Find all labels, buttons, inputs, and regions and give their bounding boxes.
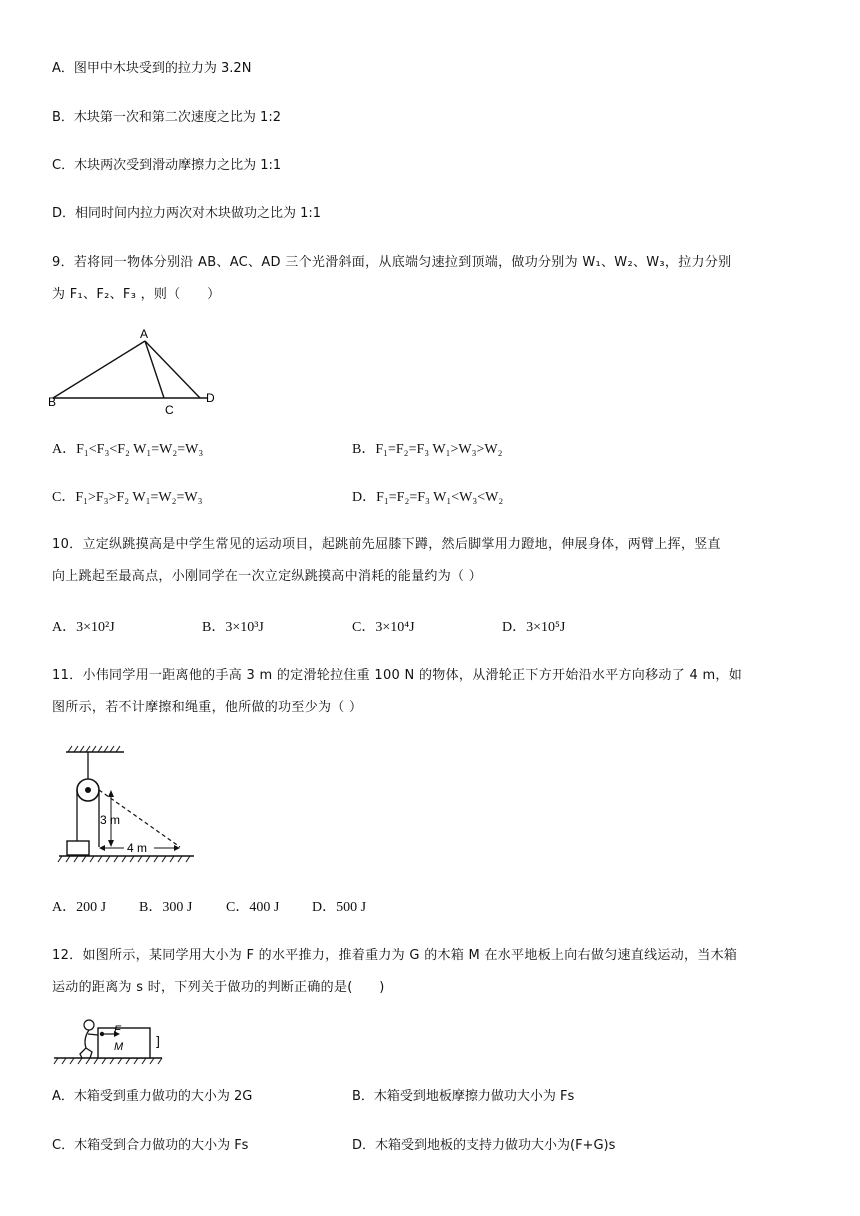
q12-label-box: M: [114, 1041, 124, 1053]
q11-stem: [52, 666, 812, 718]
q9-stem-line2: 为 F₁、F₂、F₃ ，则（ ）: [52, 287, 221, 302]
q11-pulley-figure: [54, 744, 204, 869]
q11-floor-hatch: [58, 856, 190, 862]
q9-slope-ab: [53, 341, 145, 398]
q9-label-b: B: [48, 395, 57, 409]
q11-pulley-axle: [85, 787, 91, 793]
q11-stem-line2: 图所示，若不计摩擦和绳重，他所做的功至少为（ ）: [52, 700, 363, 715]
q10-stem: [52, 535, 812, 587]
q9-option-c: C．F₁>F₃>F₂ W₁=W₂=W₃: [52, 490, 203, 505]
q10-stem-line1: 10．立定纵跳摸高是中学生常见的运动项目，起跳前先屈膝下蹲，然后脚掌用力蹬地，伸展身体，两臂上挥，竖直: [52, 537, 721, 552]
q10-option-b: B．3×10³J: [202, 620, 264, 635]
q11-height-arrow-top: [108, 790, 114, 797]
q9-label-c: C: [165, 403, 174, 417]
q11-option-b: B．300 J: [139, 900, 193, 915]
q12-label-force: F: [114, 1024, 121, 1036]
q11-weight-block: [67, 841, 89, 855]
q10-stem-line2: 向上跳起至最高点，小刚同学在一次立定纵跳摸高中消耗的能量约为（ ）: [52, 569, 483, 584]
q11-label-distance: 4 m: [127, 841, 148, 855]
q12-stem-line2: 运动的距离为 s 时，下列关于做功的判断正确的是( ): [52, 980, 385, 995]
q11-distance-arrowhead-right: [174, 845, 180, 851]
q12-person-body: [80, 1030, 98, 1058]
q10-option-a: A．3×10²J: [52, 620, 115, 635]
q12-option-d: D．木箱受到地板的支持力做功大小为(F+G)s: [352, 1138, 616, 1153]
q9-slope-ac: [145, 341, 164, 398]
q11-label-height: 3 m: [100, 813, 121, 827]
q9-incline-figure: [48, 328, 228, 418]
q12-option-b: B．木箱受到地板摩擦力做功大小为 Fs: [352, 1089, 575, 1104]
q10-option-c: C．3×10⁴J: [352, 620, 415, 635]
q8-option-d: D．相同时间内拉力两次对木块做功之比为 1:1: [52, 206, 322, 221]
q9-stem-line1: 9．若将同一物体分别沿 AB、AC、AD 三个光滑斜面，从底端匀速拉到顶端，做功分别为 W₁、W₂、W₃，拉力分别: [52, 255, 732, 270]
q12-option-c: C．木箱受到合力做功的大小为 Fs: [52, 1138, 249, 1153]
q11-option-d: D．500 J: [312, 900, 367, 915]
q10-option-d: D．3×10⁵J: [502, 620, 566, 635]
q9-label-a: A: [140, 327, 149, 341]
q12-option-a: A．木箱受到重力做功的大小为 2G: [52, 1089, 253, 1104]
q11-ceiling-hatch: [68, 746, 120, 752]
q8-option-b: B．木块第一次和第二次速度之比为 1:2: [52, 110, 281, 125]
q8-option-a: A．图甲中木块受到的拉力为 3.2N: [52, 61, 252, 76]
q9-option-a: A．F₁<F₃<F₂ W₁=W₂=W₃: [52, 442, 204, 457]
q9-option-d: D．F₁=F₂=F₃ W₁<W₃<W₂: [352, 490, 504, 505]
q9-label-d: D: [206, 391, 215, 405]
q12-floor-hatch: [54, 1058, 162, 1064]
q9-option-b: B．F₁=F₂=F₃ W₁>W₃>W₂: [352, 442, 503, 457]
q12-stem: [52, 946, 812, 998]
q11-height-arrow-bottom: [108, 840, 114, 847]
q12-box: [98, 1028, 150, 1058]
q9-stem: [52, 253, 812, 305]
q11-distance-arrowhead-left: [99, 845, 105, 851]
q12-person-head: [84, 1020, 94, 1030]
q8-option-c: C．木块两次受到滑动摩擦力之比为 1:1: [52, 158, 282, 173]
q12-stem-line1: 12．如图所示，某同学用大小为 F 的水平推力，推着重力为 G 的木箱 M 在水平地板上向右做匀速直线运动，当木箱: [52, 948, 738, 963]
q12-push-figure: [52, 1018, 172, 1066]
q11-stem-line1: 11．小伟同学用一距离他的手高 3 m 的定滑轮拉住重 100 N 的物体，从滑轮正下方开始沿水平方向移动了 4 m，如: [52, 668, 743, 683]
q12-bracket: ]: [155, 1035, 161, 1050]
q11-option-a: A．200 J: [52, 900, 107, 915]
q9-slope-ad: [145, 341, 200, 398]
q11-option-c: C．400 J: [226, 900, 280, 915]
